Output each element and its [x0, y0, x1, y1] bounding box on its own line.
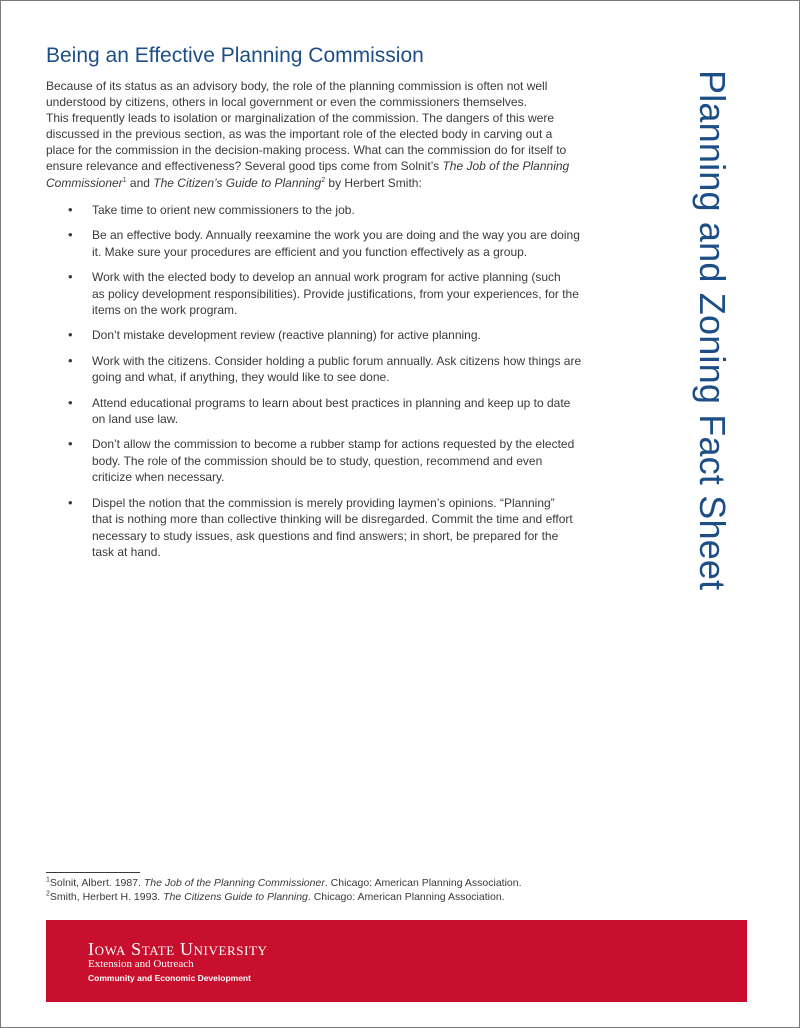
tip-text: Be an effective body. Annually reexamine the work you are doing and the way you are doing [92, 228, 580, 243]
bullet-icon: • [68, 394, 73, 410]
tip-text: on land use law. [92, 412, 179, 427]
university-logo-text: Iowa State University [88, 939, 268, 959]
tip-text: items on the work program. [92, 303, 238, 318]
footnote-number: 1 [46, 876, 50, 884]
footnote-ref-1: 1 [122, 176, 127, 184]
book-title-solnit-cont: Commissioner [46, 175, 123, 190]
footnote-text: Smith, Herbert H. 1993. [49, 891, 164, 903]
tip-item [68, 495, 618, 561]
footnote-1 [46, 876, 522, 890]
tip-text: Don’t mistake development review (reactive planning) for active planning. [92, 328, 481, 343]
bullet-icon: • [68, 269, 73, 285]
tip-item [68, 327, 618, 343]
footnote-number: 2 [46, 890, 50, 898]
tip-item [68, 269, 618, 318]
tip-text: Dispel the notion that the commission is merely providing laymen’s opinions. “Planning” [92, 495, 555, 510]
bullet-icon: • [68, 327, 73, 343]
footnote-text: Solnit, Albert. 1987. [49, 877, 144, 889]
intro-line: Because of its status as an advisory body, the role of the planning commission is often not well [46, 79, 548, 93]
intro-line: discussed in the previous section, as was the important role of the elected body in carving out a [46, 127, 553, 142]
intro-text: ensure relevance and effectiveness? Several good tips come from Solnit’s [46, 159, 443, 174]
bullet-icon: • [68, 227, 73, 243]
page-title: Being an Effective Planning Commission [46, 44, 424, 67]
bullet-icon: • [68, 436, 73, 452]
bullet-icon: • [68, 202, 73, 217]
footnotes [46, 876, 522, 904]
tip-item [68, 202, 618, 218]
footnote-text: . Chicago: American Planning Association. [307, 891, 505, 903]
bullet-icon: • [68, 494, 73, 510]
tip-item [68, 395, 618, 428]
book-title-smith: The Citizen’s Guide to Planning [153, 175, 322, 190]
book-title-solnit: The Job of the Planning [442, 159, 570, 174]
footnote-ref-2: 2 [321, 176, 326, 184]
tip-item [68, 353, 618, 386]
footnote-title: The Job of the Planning Commissioner [143, 877, 325, 889]
tip-text: Don’t allow the commission to become a rubber stamp for actions requested by the elected [92, 437, 575, 452]
tip-text: task at hand. [92, 544, 161, 559]
tip-text: that is nothing more than collective thinking will be disregarded. Commit the time and effort [92, 512, 573, 527]
unit-text: Community and Economic Development [88, 973, 251, 983]
footnote-2 [46, 890, 522, 904]
tip-text: criticize when necessary. [92, 470, 225, 485]
intro-text: by Herbert Smith: [325, 175, 422, 190]
intro-text: and [126, 175, 154, 190]
tip-text: Take time to orient new commissioners to the job. [92, 203, 355, 217]
intro-paragraph [46, 78, 616, 191]
tip-item [68, 436, 618, 485]
fact-sheet-title: Planning and Zoning Fact Sheet [692, 70, 733, 591]
tip-text: necessary to study issues, ask questions and find answers; in short, be prepared for the [92, 528, 559, 543]
intro-line: understood by citizens, others in local government or even the commissioners themselves. [46, 95, 527, 110]
tip-text: as policy development responsibilities). Provide justifications, from your experiences, for the [92, 286, 579, 301]
tip-item [68, 227, 618, 260]
tip-text: Attend educational programs to learn about best practices in planning and keep up to date [92, 395, 571, 410]
bullet-icon: • [68, 352, 73, 368]
tips-list [68, 202, 618, 569]
footnote-title: The Citizens Guide to Planning [163, 891, 308, 903]
intro-line: place for the commission in the decision-making process. What can the commission do for itself to [46, 143, 567, 158]
tip-text: Work with the citizens. Consider holding a public forum annually. Ask citizens how things are [92, 353, 582, 368]
footnote-divider [46, 872, 140, 873]
tip-text: body. The role of the commission should be to study, question, recommend and even [92, 453, 543, 468]
intro-line: This frequently leads to isolation or marginalization of the commission. The dangers of this were [46, 111, 555, 126]
intro-line [46, 175, 616, 191]
footer-banner [46, 920, 747, 1002]
tip-text: it. Make sure your procedures are efficient and you function effectively as a group. [92, 244, 528, 259]
footnote-text: . Chicago: American Planning Association. [324, 877, 522, 889]
tip-text: going and what, if anything, they would like to see done. [92, 370, 390, 385]
tip-text: Work with the elected body to develop an annual work program for active planning (such [92, 270, 561, 285]
intro-line [46, 158, 616, 174]
extension-text: Extension and Outreach [88, 958, 194, 970]
